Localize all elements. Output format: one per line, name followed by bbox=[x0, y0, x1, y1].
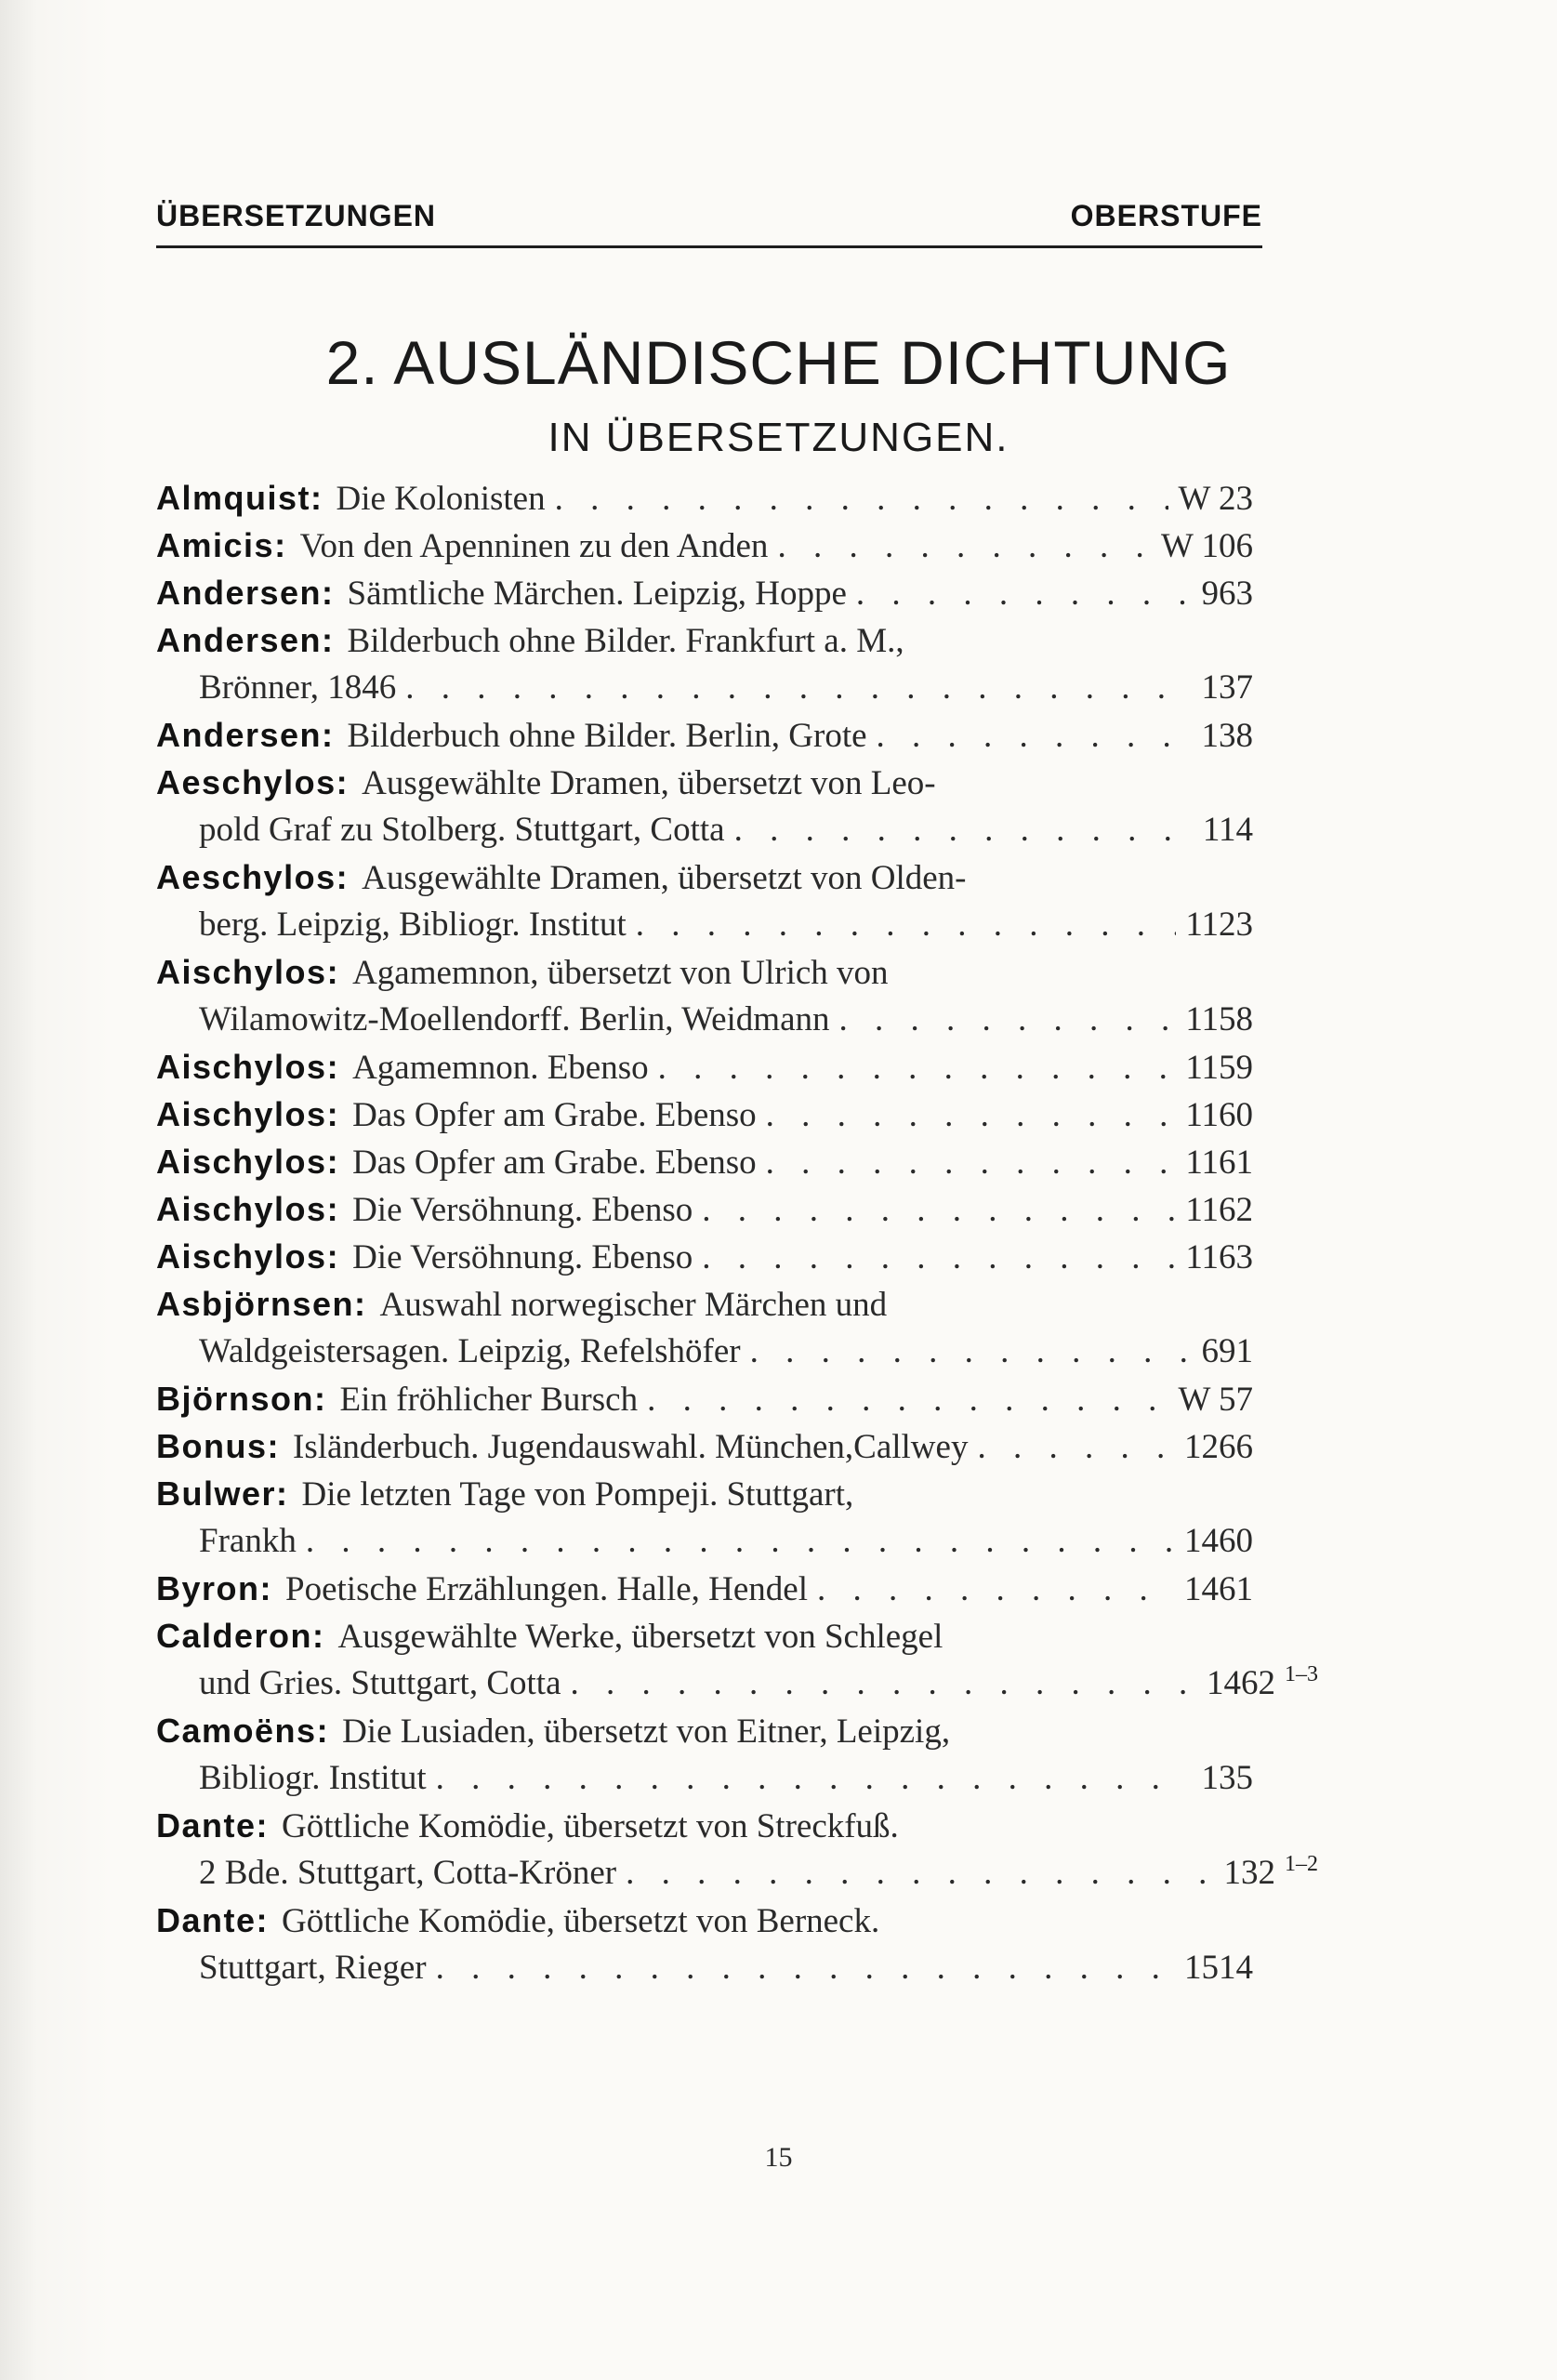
entry-text: Brönner, 1846 bbox=[199, 668, 397, 707]
entry-author: Camoëns bbox=[156, 1712, 317, 1750]
entry-separator: : bbox=[316, 1712, 330, 1750]
entry-text: Ein fröhlicher Bursch bbox=[339, 1381, 639, 1419]
entry-author: Andersen bbox=[156, 621, 323, 659]
entry-text: Bilderbuch ohne Bilder. Frankfurt a. M., bbox=[347, 622, 904, 660]
entry-separator: : bbox=[274, 526, 287, 564]
entry-author: Björnson bbox=[156, 1380, 314, 1418]
entry-separator: : bbox=[276, 1474, 289, 1513]
entry-line bbox=[156, 522, 1253, 569]
entry-number: W 23 bbox=[1178, 480, 1253, 518]
dot-leader bbox=[647, 1376, 1168, 1423]
header-rule bbox=[156, 245, 1262, 248]
entry-continuation-line bbox=[156, 1754, 1253, 1802]
entry-author: Aischylos bbox=[156, 953, 327, 991]
entry-author: Almquist bbox=[156, 479, 311, 517]
entry-author: Aischylos bbox=[156, 1095, 327, 1133]
entry-line bbox=[156, 474, 1253, 522]
dot-leader bbox=[877, 712, 1188, 760]
entry-text: Die Versöhnung. Ebenso bbox=[352, 1191, 693, 1229]
entry-text: Göttliche Komödie, übersetzt von Streckfuß. bbox=[282, 1807, 899, 1845]
entry-number: 1160 bbox=[1185, 1096, 1253, 1134]
entry-author: Dante bbox=[156, 1901, 257, 1939]
entry-number: 691 bbox=[1201, 1332, 1253, 1370]
entry-text: Poetische Erzählungen. Halle, Hendel bbox=[285, 1570, 809, 1608]
entry-number: 114 bbox=[1202, 811, 1253, 849]
entry-text: Ausgewählte Dramen, übersetzt von Olden- bbox=[362, 859, 967, 897]
dot-leader bbox=[766, 1139, 1177, 1186]
entry-text: berg. Leipzig, Bibliogr. Institut bbox=[199, 906, 627, 944]
entry-author: Andersen bbox=[156, 574, 323, 612]
entry-separator: : bbox=[326, 1095, 340, 1133]
entry-line bbox=[156, 1043, 1253, 1091]
entry-text: Wilamowitz-Moellendorff. Berlin, Weidmann bbox=[199, 1000, 830, 1038]
entry-separator: : bbox=[312, 1617, 325, 1655]
entry-line bbox=[156, 759, 1253, 806]
entry-line bbox=[156, 1707, 1253, 1754]
entry-author: Aischylos bbox=[156, 1190, 327, 1228]
dot-leader bbox=[702, 1234, 1176, 1281]
dot-leader bbox=[734, 806, 1188, 853]
entry-text: Göttliche Komödie, übersetzt von Berneck. bbox=[282, 1902, 880, 1940]
entry-separator: : bbox=[256, 1806, 270, 1844]
entry-number: 1462 bbox=[1207, 1664, 1275, 1702]
entry-number: 1163 bbox=[1185, 1238, 1253, 1276]
entry-text: Frankh bbox=[199, 1522, 297, 1560]
entry-line bbox=[156, 1422, 1253, 1470]
entry-separator: : bbox=[322, 621, 335, 659]
dot-leader bbox=[571, 1659, 1198, 1707]
volume-range: 1–2 bbox=[1285, 1852, 1318, 1876]
entry-continuation-line bbox=[156, 1849, 1318, 1897]
entry-number: 1461 bbox=[1184, 1570, 1253, 1608]
entry-text: Das Opfer am Grabe. Ebenso bbox=[352, 1096, 757, 1134]
page-number: 15 bbox=[764, 2142, 793, 2173]
entry-text: Von den Apenninen zu den Anden bbox=[299, 527, 769, 565]
entry-line bbox=[156, 1897, 1253, 1944]
entry-separator: : bbox=[322, 716, 335, 754]
dot-leader bbox=[636, 901, 1177, 948]
entry-separator: : bbox=[310, 479, 323, 517]
dot-leader bbox=[856, 570, 1188, 617]
entry-line bbox=[156, 1138, 1253, 1185]
entry-continuation-line bbox=[156, 664, 1253, 711]
dot-leader bbox=[766, 1091, 1177, 1139]
entry-line bbox=[156, 569, 1253, 616]
volume-range: 1–3 bbox=[1285, 1662, 1318, 1686]
entry-line bbox=[156, 1091, 1253, 1138]
entry-text: Agamemnon, übersetzt von Ulrich von bbox=[352, 954, 889, 992]
entry-line bbox=[156, 1470, 1253, 1517]
entry-number: 1460 bbox=[1184, 1522, 1253, 1560]
section-title: 2. AUSLÄNDISCHE DICHTUNG bbox=[325, 328, 1232, 397]
entry-text: 2 Bde. Stuttgart, Cotta-Kröner bbox=[199, 1854, 617, 1892]
entry-line bbox=[156, 1565, 1253, 1612]
dot-leader bbox=[436, 1754, 1188, 1802]
running-head-left: ÜBERSETZUNGEN bbox=[156, 199, 437, 232]
entry-author: Andersen bbox=[156, 716, 323, 754]
entry-continuation-line bbox=[156, 1328, 1253, 1375]
entry-author: Aischylos bbox=[156, 1237, 327, 1276]
entry-number: 1159 bbox=[1185, 1049, 1253, 1087]
entry-author: Aeschylos bbox=[156, 858, 336, 896]
entry-text: und Gries. Stuttgart, Cotta bbox=[199, 1664, 561, 1702]
entry-author: Bonus bbox=[156, 1427, 268, 1465]
entry-text: Das Opfer am Grabe. Ebenso bbox=[352, 1144, 757, 1182]
entry-text: Auswahl norwegischer Märchen und bbox=[379, 1286, 888, 1324]
dot-leader bbox=[306, 1517, 1175, 1565]
entry-continuation-line bbox=[156, 901, 1253, 948]
entry-number: 963 bbox=[1201, 575, 1253, 613]
entry-separator: : bbox=[326, 1237, 340, 1276]
entry-author: Byron bbox=[156, 1569, 260, 1607]
entry-author: Dante bbox=[156, 1806, 257, 1844]
entry-list bbox=[156, 474, 1318, 1991]
entry-line bbox=[156, 1233, 1253, 1280]
dot-leader bbox=[658, 1044, 1177, 1091]
entry-line bbox=[156, 948, 1253, 996]
entry-text: pold Graf zu Stolberg. Stuttgart, Cotta bbox=[199, 811, 725, 849]
dot-leader bbox=[702, 1186, 1176, 1234]
entry-separator: : bbox=[322, 574, 335, 612]
entry-number: W 57 bbox=[1178, 1381, 1253, 1419]
entry-number: 132 bbox=[1223, 1854, 1275, 1892]
entry-separator: : bbox=[326, 1190, 340, 1228]
entry-author: Amicis bbox=[156, 526, 275, 564]
entry-text: Stuttgart, Rieger bbox=[199, 1949, 427, 1987]
entry-continuation-line bbox=[156, 806, 1253, 853]
entry-separator: : bbox=[326, 1048, 340, 1086]
entry-number: 1162 bbox=[1185, 1191, 1253, 1229]
entry-continuation-line bbox=[156, 996, 1253, 1043]
entry-author: Calderon bbox=[156, 1617, 313, 1655]
entry-line bbox=[156, 1280, 1253, 1328]
entry-line bbox=[156, 1612, 1253, 1659]
entry-text: Bilderbuch ohne Bilder. Berlin, Grote bbox=[347, 717, 867, 755]
dot-leader bbox=[839, 996, 1177, 1043]
entry-line bbox=[156, 616, 1253, 664]
entry-author: Bulwer bbox=[156, 1474, 277, 1513]
entry-number: 1514 bbox=[1184, 1949, 1253, 1987]
entry-separator: : bbox=[354, 1285, 367, 1323]
entry-line bbox=[156, 1375, 1253, 1422]
entry-separator: : bbox=[326, 953, 340, 991]
entry-separator: : bbox=[267, 1427, 280, 1465]
entry-continuation-line bbox=[156, 1517, 1253, 1565]
entry-text: Ausgewählte Werke, übersetzt von Schlegel bbox=[337, 1618, 943, 1656]
entry-separator: : bbox=[259, 1569, 273, 1607]
entry-author: Aeschylos bbox=[156, 763, 336, 801]
dot-leader bbox=[555, 475, 1169, 522]
dot-leader bbox=[626, 1849, 1210, 1897]
entry-author: Asbjörnsen bbox=[156, 1285, 355, 1323]
entry-author: Aischylos bbox=[156, 1143, 327, 1181]
entry-text: Die Lusiaden, übersetzt von Eitner, Leipzig, bbox=[342, 1712, 951, 1751]
entry-number: 137 bbox=[1201, 668, 1253, 707]
entry-text: Die letzten Tage von Pompeji. Stuttgart, bbox=[301, 1475, 854, 1514]
entry-separator: : bbox=[256, 1901, 270, 1939]
running-head bbox=[156, 199, 1262, 233]
entry-separator: : bbox=[336, 858, 350, 896]
entry-text: Agamemnon. Ebenso bbox=[352, 1049, 649, 1087]
entry-number: 135 bbox=[1201, 1759, 1253, 1797]
entry-text: Die Kolonisten bbox=[336, 480, 546, 518]
dot-leader bbox=[436, 1944, 1175, 1991]
entry-line bbox=[156, 711, 1253, 759]
entry-number: 1161 bbox=[1185, 1144, 1253, 1182]
section-subtitle: IN ÜBERSETZUNGEN. bbox=[548, 415, 1009, 460]
entry-line bbox=[156, 1802, 1253, 1849]
running-head-right: OBERSTUFE bbox=[1070, 199, 1262, 232]
entry-text: Ausgewählte Dramen, übersetzt von Leo- bbox=[362, 764, 936, 802]
entry-text: Die Versöhnung. Ebenso bbox=[352, 1238, 693, 1276]
entry-number: 1123 bbox=[1185, 906, 1253, 944]
dot-leader bbox=[777, 522, 1152, 570]
entry-line bbox=[156, 853, 1253, 901]
entry-text: Waldgeistersagen. Leipzig, Refelshöfer bbox=[199, 1332, 741, 1370]
entry-text: Sämtliche Märchen. Leipzig, Hoppe bbox=[347, 575, 847, 613]
entry-continuation-line bbox=[156, 1944, 1253, 1991]
entry-number: 1266 bbox=[1184, 1428, 1253, 1466]
entry-line bbox=[156, 1185, 1253, 1233]
dot-leader bbox=[817, 1566, 1175, 1613]
entry-separator: : bbox=[314, 1380, 327, 1418]
entry-continuation-line bbox=[156, 1659, 1318, 1707]
entry-number: 138 bbox=[1201, 717, 1253, 755]
dot-leader bbox=[405, 664, 1188, 711]
entry-separator: : bbox=[326, 1143, 340, 1181]
entry-separator: : bbox=[336, 763, 350, 801]
dot-leader bbox=[977, 1423, 1175, 1471]
entry-text: Isländerbuch. Jugendauswahl. München,Callwey bbox=[293, 1428, 969, 1466]
entry-number: W 106 bbox=[1160, 527, 1253, 565]
entry-number: 1158 bbox=[1185, 1000, 1253, 1038]
entry-text: Bibliogr. Institut bbox=[199, 1759, 427, 1797]
entry-author: Aischylos bbox=[156, 1048, 327, 1086]
dot-leader bbox=[750, 1328, 1188, 1375]
